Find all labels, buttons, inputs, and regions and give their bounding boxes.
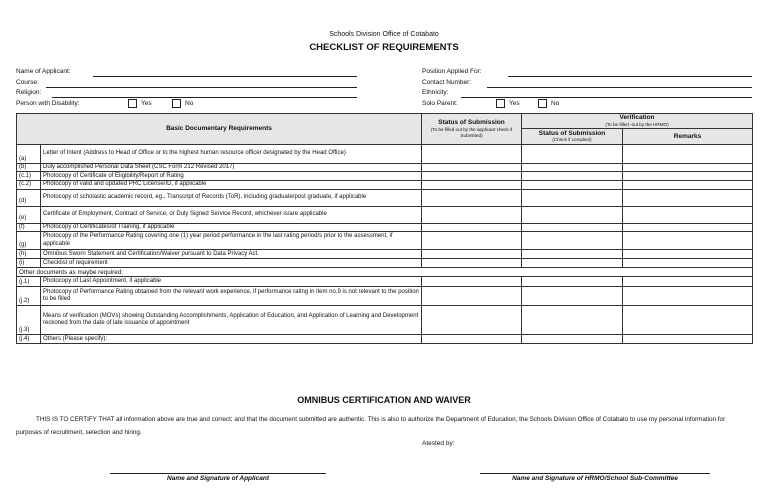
verification-status-title: Status of Submission: [538, 129, 606, 137]
requirement-code: (g): [17, 232, 41, 250]
applicant-status-cell[interactable]: [422, 306, 522, 335]
applicant-status-cell[interactable]: [422, 164, 522, 172]
position-applied-field[interactable]: [508, 76, 752, 77]
remarks-cell[interactable]: [623, 181, 753, 189]
applicant-status-cell[interactable]: [422, 172, 522, 181]
requirement-text: Photocopy of the Performance Rating covering one (1) year period performance in the last rating period/s prior to the assessment, if applicable: [41, 232, 422, 250]
requirement-code: (j.1): [17, 277, 41, 287]
requirement-row: [17, 172, 753, 181]
applicant-status-cell[interactable]: [422, 206, 522, 223]
remarks-cell[interactable]: [623, 250, 753, 259]
verification-status-cell[interactable]: [522, 250, 623, 259]
status-of-submission-note: (To be filled out by the applicant check if Submitted): [430, 126, 513, 138]
requirement-code: (c.1): [17, 172, 41, 181]
status-of-submission-header: [422, 114, 522, 145]
verification-status-cell[interactable]: [522, 181, 623, 189]
requirement-text: Means of verification (MOVs) showing Outstanding Accomplishments, Application of Education, and Application of Learning and Development reckoned from the date of late issuance of appointment: [41, 306, 422, 335]
requirement-code: (a): [17, 145, 41, 164]
solo-parent-yes-label: Yes: [509, 100, 520, 107]
remarks-cell[interactable]: [623, 189, 753, 206]
requirement-text: Photocopy of Last Appointment, if applicable: [41, 277, 422, 287]
requirement-row: [17, 181, 753, 189]
basic-requirements-header: Basic Documentary Requirements: [17, 114, 422, 145]
requirement-text: Photocopy of Certificates/of Training, if applicable: [41, 223, 422, 231]
office-name: Schools Division Office of Cotabato: [329, 31, 439, 38]
name-of-applicant-field[interactable]: [93, 76, 357, 77]
hrmo-signature-line[interactable]: [480, 473, 710, 474]
requirement-code: (e): [17, 206, 41, 223]
requirement-row: [17, 206, 753, 223]
verification-status-cell[interactable]: [522, 259, 623, 268]
requirements-table: [16, 113, 753, 344]
pwd-no-label: No: [185, 100, 194, 107]
requirement-row: [17, 250, 753, 259]
requirement-text: Duly accomplished Personal Data Sheet (CSC Form 212 Revised 2017): [41, 164, 422, 172]
solo-parent-yes-option[interactable]: [496, 99, 520, 108]
course-label: Course:: [16, 79, 39, 86]
contact-number-field[interactable]: [487, 87, 752, 88]
applicant-signature-label: Name and Signature of Applicant: [167, 475, 269, 482]
applicant-status-cell[interactable]: [422, 181, 522, 189]
verification-title: Verification: [619, 114, 655, 122]
hrmo-signature-label: Name and Signature of HRMO/School Sub-Committee: [512, 475, 678, 482]
pwd-label: Person with Disability:: [16, 100, 80, 107]
name-of-applicant-label: Name of Applicant:: [16, 68, 71, 75]
solo-parent-label: Solo Parent:: [422, 100, 458, 107]
religion-field[interactable]: [52, 97, 357, 98]
applicant-status-cell[interactable]: [422, 189, 522, 206]
requirement-text: Others (Please specify):: [41, 335, 422, 344]
ethnicity-label: Ethnicity:: [422, 89, 449, 96]
requirement-text: Photocopy of Performance Rating obtained from the relevant work experience, if performance rating in item no.9 is not relevant to the position to be filled: [41, 287, 422, 306]
requirement-text: Photocopy of valid and updated PRC License/ID, if applicable: [41, 181, 422, 189]
page-title: CHECKLIST OF REQUIREMENTS: [309, 42, 459, 53]
requirement-text: Photocopy of scholastic academic record, eg., Transcript of Records (ToR), including graduate/post graduate, if applicable: [41, 189, 422, 206]
remarks-header: Remarks: [623, 129, 753, 145]
requirement-code: (i): [17, 259, 41, 268]
requirement-text: Checklist of requirement: [41, 259, 422, 268]
status-of-submission-title: Status of Submission: [438, 119, 505, 127]
verification-status-cell[interactable]: [522, 306, 623, 335]
applicant-status-cell[interactable]: [422, 232, 522, 250]
remarks-cell[interactable]: [623, 232, 753, 250]
verification-status-cell[interactable]: [522, 172, 623, 181]
verification-header: [522, 114, 753, 129]
applicant-status-cell[interactable]: [422, 287, 522, 306]
remarks-cell[interactable]: [623, 287, 753, 306]
verification-status-cell[interactable]: [522, 164, 623, 172]
applicant-status-cell[interactable]: [422, 145, 522, 164]
applicant-status-cell[interactable]: [422, 277, 522, 287]
solo-parent-no-option[interactable]: [538, 99, 559, 108]
omnibus-text: THIS IS TO CERTIFY THAT all information above are true and correct; and that the document submitted are authentic. This is also to authorize the Department of Education, the Schools Division Office of Cotabato to use my personal information for purposes of recruitment, selection and hiring.: [16, 416, 726, 436]
requirement-row: [17, 145, 753, 164]
pwd-yes-checkbox[interactable]: [128, 99, 137, 108]
other-documents-label: Other documents as maybe required:: [17, 268, 753, 277]
pwd-yes-option[interactable]: [128, 99, 152, 108]
requirement-row: [17, 335, 753, 344]
requirement-row: [17, 277, 753, 287]
verification-status-header: [522, 129, 623, 145]
requirement-code: (j.2): [17, 287, 41, 306]
requirement-text: Certificate of Employment, Contract of Service, or Duly Signed Service Record, whichever is/are applicable: [41, 206, 422, 223]
verification-status-cell[interactable]: [522, 277, 623, 287]
ethnicity-field[interactable]: [461, 97, 752, 98]
requirement-code: (d): [17, 189, 41, 206]
verification-status-cell[interactable]: [522, 335, 623, 344]
course-field[interactable]: [46, 87, 357, 88]
requirement-code: (c.2): [17, 181, 41, 189]
solo-parent-yes-checkbox[interactable]: [496, 99, 505, 108]
requirement-code: (j.3): [17, 306, 41, 335]
requirement-text: Photocopy of Certificate of Eligibility/Report of Rating: [41, 172, 422, 181]
verification-status-note: (Check if complied): [552, 137, 592, 143]
verification-status-cell[interactable]: [522, 232, 623, 250]
remarks-cell[interactable]: [623, 145, 753, 164]
solo-parent-no-label: No: [551, 100, 560, 107]
pwd-no-option[interactable]: [172, 99, 193, 108]
remarks-cell[interactable]: [623, 277, 753, 287]
requirement-row: [17, 164, 753, 172]
applicant-signature-line[interactable]: [110, 473, 326, 474]
applicant-status-cell[interactable]: [422, 259, 522, 268]
religion-label: Religion:: [16, 89, 42, 96]
verification-note: (To be filled -out by the HRMO): [605, 121, 669, 127]
verification-status-cell[interactable]: [522, 189, 623, 206]
contact-number-label: Contact Number:: [422, 79, 472, 86]
requirement-row: [17, 223, 753, 231]
remarks-cell[interactable]: [623, 259, 753, 268]
remarks-cell[interactable]: [623, 335, 753, 344]
pwd-no-checkbox[interactable]: [172, 99, 181, 108]
solo-parent-no-checkbox[interactable]: [538, 99, 547, 108]
requirement-row: [17, 259, 753, 268]
verification-status-cell[interactable]: [522, 145, 623, 164]
applicant-status-cell[interactable]: [422, 250, 522, 259]
requirement-code: (j.4): [17, 335, 41, 344]
requirement-row: [17, 287, 753, 306]
applicant-status-cell[interactable]: [422, 223, 522, 231]
requirement-code: (f): [17, 223, 41, 231]
requirement-row: [17, 189, 753, 206]
remarks-cell[interactable]: [623, 206, 753, 223]
attested-by-label: Atested by:: [422, 440, 455, 447]
remarks-cell[interactable]: [623, 223, 753, 231]
requirement-code: (b): [17, 164, 41, 172]
position-applied-label: Position Applied For:: [422, 68, 482, 75]
remarks-cell[interactable]: [623, 164, 753, 172]
pwd-yes-label: Yes: [141, 100, 152, 107]
omnibus-title: OMNIBUS CERTIFICATION AND WAIVER: [297, 395, 471, 405]
applicant-status-cell[interactable]: [422, 335, 522, 344]
other-documents-row: [17, 268, 753, 277]
requirement-row: [17, 232, 753, 250]
verification-status-cell[interactable]: [522, 287, 623, 306]
requirement-row: [17, 306, 753, 335]
remarks-cell[interactable]: [623, 306, 753, 335]
requirement-text: Letter of Intent (Address to Head of Office or to the highest human resource officer designated by the Head Office): [41, 145, 422, 164]
remarks-cell[interactable]: [623, 172, 753, 181]
verification-status-cell[interactable]: [522, 223, 623, 231]
requirement-code: (h): [17, 250, 41, 259]
requirement-text: Omnibus Sworn Statement and Certification/Waiver pursuant to Data Privacy Act.: [41, 250, 422, 259]
verification-status-cell[interactable]: [522, 206, 623, 223]
